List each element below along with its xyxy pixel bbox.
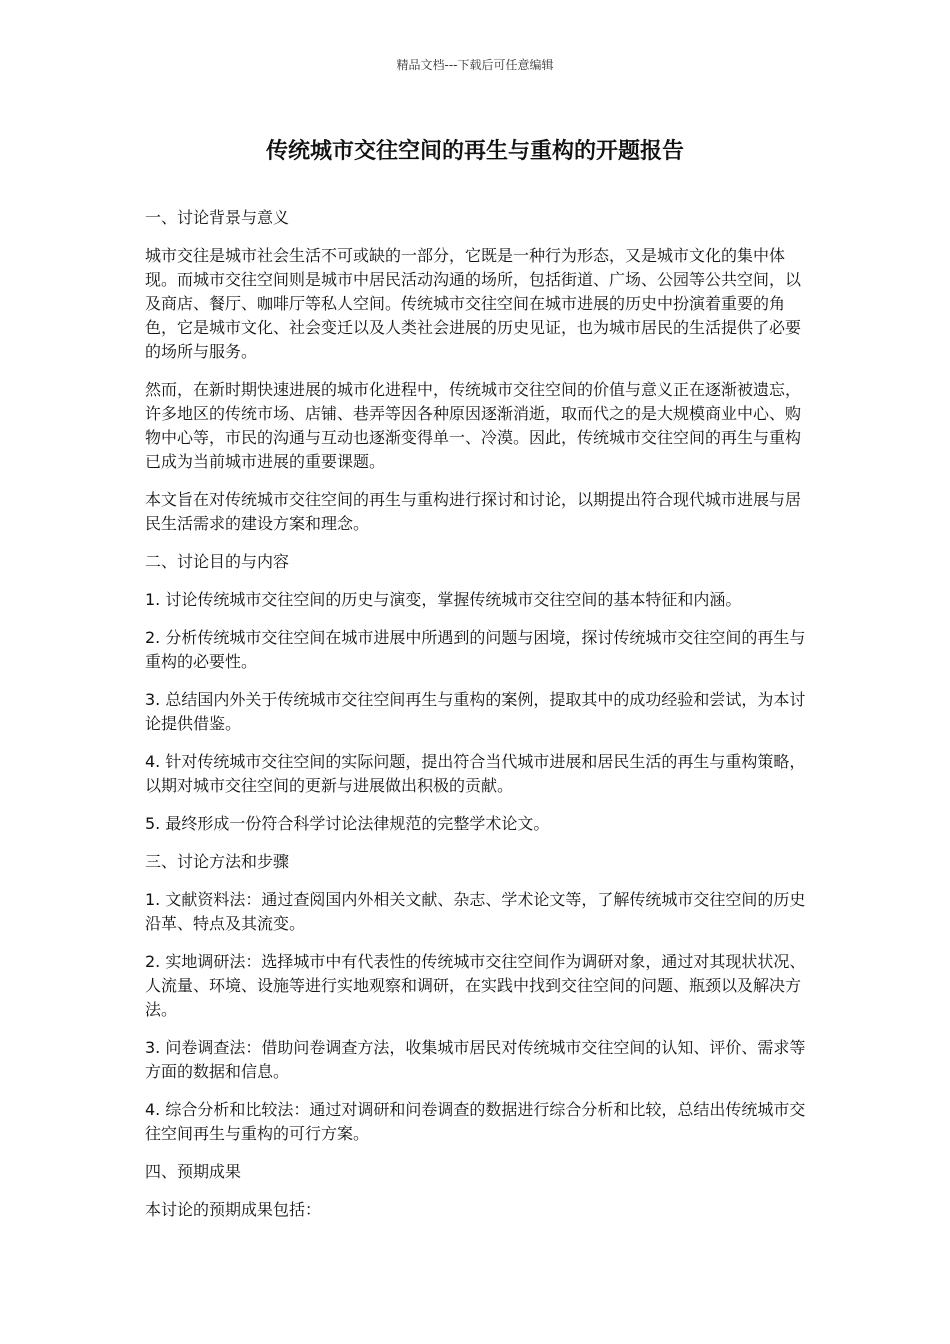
paragraph-background-1: 城市交往是城市社会生活不可或缺的一部分，它既是一种行为形态，又是城市文化的集中体现。而城市交往空间则是城市中居民活动沟通的场所，包括街道、广场、公园等公共空间，以及商店、餐厅、咖啡厅等私人空间。传统城市交往空间在城市进展的历史中扮演着重要的角色，它是城市文化、社会变迁以及人类社会进展的历史见证，也为城市居民的生活提供了必要的场所与服务。 [145,246,802,361]
document-title: 传统城市交往空间的再生与重构的开题报告 [265,139,684,164]
section-heading-outcomes: 四、预期成果 [145,1162,242,1181]
list-item-method-3: 3. 问卷调查法：借助问卷调查方法，收集城市居民对传统城市交往空间的认知、评价、需求等方面的数据和信息。 [145,1038,806,1081]
document-body [145,206,813,1236]
section-heading-methods: 三、讨论方法和步骤 [145,852,290,871]
section-heading-background: 一、讨论背景与意义 [145,208,290,227]
list-item-objective-2: 2. 分析传统城市交往空间在城市进展中所遇到的问题与困境，探讨传统城市交往空间的再生与重构的必要性。 [145,628,806,671]
list-item-objective-1: 1. 讨论传统城市交往空间的历史与演变，掌握传统城市交往空间的基本特征和内涵。 [145,590,742,609]
paragraph-outcomes-intro: 本讨论的预期成果包括： [145,1200,322,1219]
list-item-method-1: 1. 文献资料法：通过查阅国内外相关文献、杂志、学术论文等，了解传统城市交往空间的历史沿革、特点及其流变。 [145,890,806,933]
list-item-objective-3: 3. 总结国内外关于传统城市交往空间再生与重构的案例，提取其中的成功经验和尝试，为本讨论提供借鉴。 [145,690,806,733]
paragraph-background-3: 本文旨在对传统城市交往空间的再生与重构进行探讨和讨论，以期提出符合现代城市进展与居民生活需求的建设方案和理念。 [145,490,802,533]
list-item-method-2: 2. 实地调研法：选择城市中有代表性的传统城市交往空间作为调研对象，通过对其现状状况、人流量、环境、设施等进行实地观察和调研，在实践中找到交往空间的问题、瓶颈以及解决方法。 [145,952,806,1019]
section-heading-objectives: 二、讨论目的与内容 [145,552,290,571]
list-item-objective-4: 4. 针对传统城市交往空间的实际问题，提出符合当代城市进展和居民生活的再生与重构策略，以期对城市交往空间的更新与进展做出积极的贡献。 [145,752,806,795]
list-item-objective-5: 5. 最终形成一份符合科学讨论法律规范的完整学术论文。 [145,814,550,833]
paragraph-background-2: 然而，在新时期快速进展的城市化进程中，传统城市交往空间的价值与意义正在逐渐被遗忘，许多地区的传统市场、店铺、巷弄等因各种原因逐渐消逝，取而代之的是大规模商业中心、购物中心等，市民的沟通与互动也逐渐变得单一、冷漠。因此，传统城市交往空间的再生与重构已成为当前城市进展的重要课题。 [145,380,802,471]
list-item-method-4: 4. 综合分析和比较法：通过对调研和问卷调查的数据进行综合分析和比较，总结出传统城市交往空间再生与重构的可行方案。 [145,1100,806,1143]
page-header-watermark: 精品文档---下载后可任意编辑 [396,58,554,72]
